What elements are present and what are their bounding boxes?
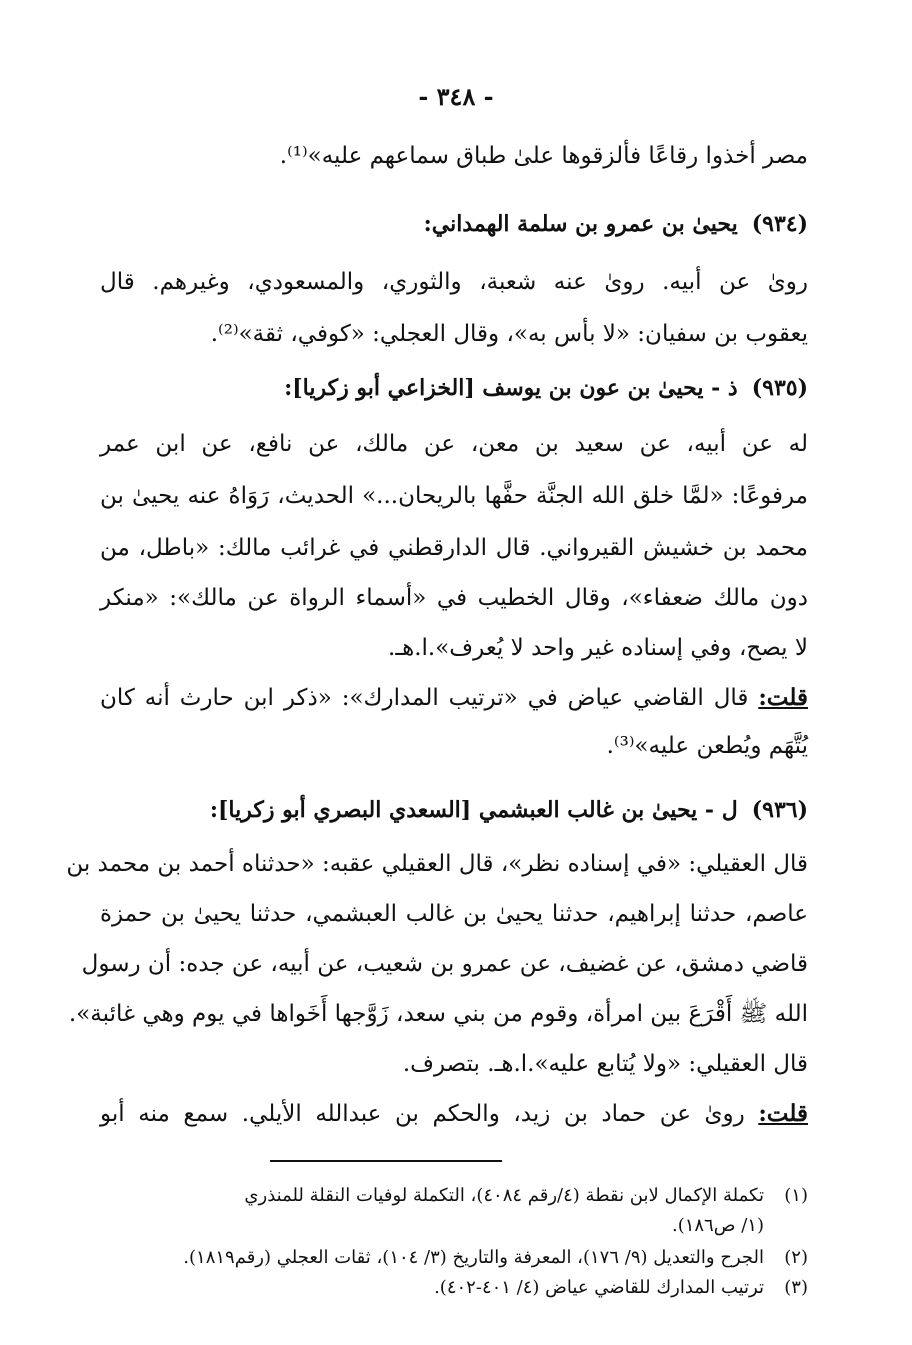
entry-heading-936	[100, 794, 808, 826]
footnote-number: (١)	[784, 1185, 808, 1206]
entry-line: مرفوعًا: «لمَّا خلق الله الجنَّة حفَّها بالريحان...» الحديث، رَوَاهُ عنه يحيىٰ بن	[100, 483, 808, 509]
footnote-text: تكملة الإكمال لابن نقطة (٤/رقم ٤٠٨٤)، التكملة لوفيات النقلة للمنذري	[244, 1185, 764, 1206]
footnote-text: الجرح والتعديل (٩/ ١٧٦)، المعرفة والتاريخ (٣/ ١٠٤)، ثقات العجلي (رقم١٨١٩).	[183, 1247, 764, 1268]
entry-heading-934	[100, 208, 808, 240]
footnote-number: (٣)	[784, 1277, 808, 1298]
footnote-divider	[270, 1160, 502, 1162]
entry-number: (٩٣٤)	[751, 211, 808, 237]
footnote-3	[100, 1274, 808, 1302]
page-number: - ٣٤٨ -	[418, 82, 494, 111]
entry-line: قاضي دمشق، عن غضيف، عن عمرو بن شعيب، عن أبيه، عن جده: أن رسول	[81, 951, 808, 977]
qult-label: قلت:	[758, 684, 808, 711]
entry-number: (٩٣٥)	[751, 375, 808, 401]
entry-line: الله ﷺ أَقْرَعَ بين امرأة، وقوم من بني سعد، زَوَّجها أَخَواها في يوم وهي غائبة».	[68, 1001, 808, 1027]
qult-label: قلت:	[758, 1100, 808, 1127]
entry-line: يعقوب بن سفيان: «لا بأس به»، وقال العجلي: «كوفي، ثقة»⁽²⁾.	[210, 321, 808, 347]
footnote-number: (٢)	[784, 1247, 808, 1268]
entry-line: محمد بن خشيش القيرواني. قال الدارقطني في غرائب مالك: «باطل، من	[100, 535, 808, 561]
entry-line: عاصم، حدثنا إبراهيم، حدثنا يحيىٰ بن غالب العبشمي، حدثنا يحيىٰ بن حمزة	[100, 901, 808, 927]
footnote-text: ترتيب المدارك للقاضي عياض (٤/ ٤٠١-٤٠٢).	[434, 1277, 764, 1298]
footnote-2	[100, 1244, 808, 1272]
entry-line: قال العقيلي: «ولا يُتابع عليه».ا.هـ. بتصرف.	[402, 1051, 808, 1077]
entry-title: ذ - يحيىٰ بن عون بن يوسف [الخزاعي أبو زكريا]:	[284, 375, 738, 401]
entry-title: يحيىٰ بن عمرو بن سلمة الهمداني:	[423, 211, 738, 237]
entry-title: ل - يحيىٰ بن غالب العبشمي [السعدي البصري أبو زكريا]:	[209, 797, 738, 823]
qult-line: يُتَّهَم ويُطعن عليه»⁽³⁾.	[606, 733, 808, 759]
qult-text: قال القاضي عياض في «ترتيب المدارك»: «ذكر ابن حارث أنه كان	[100, 685, 749, 711]
qult-line	[100, 682, 808, 714]
entry-line: قال العقيلي: «في إسناده نظر»، قال العقيلي عقبه: «حدثناه أحمد بن محمد بن	[66, 851, 808, 877]
qult-text: روىٰ عن حماد بن زيد، والحكم بن عبدالله الأيلي. سمع منه أبو	[100, 1101, 745, 1127]
entry-number: (٩٣٦)	[751, 797, 808, 823]
entry-line: دون مالك ضعفاء»، وقال الخطيب في «أسماء الرواة عن مالك»: «منكر	[100, 585, 808, 611]
entry-line: لا يصح، وفي إسناده غير واحد لا يُعرف».ا.هـ.	[388, 635, 808, 661]
entry-line: روىٰ عن أبيه. روىٰ عنه شعبة، والثوري، والمسعودي، وغيرهم. قال	[100, 269, 808, 295]
intro-line: مصر أخذوا رقاعًا فألزقوها علىٰ طباق سماعهم عليه»⁽¹⁾.	[279, 143, 808, 169]
entry-line: له عن أبيه، عن سعيد بن معن، عن مالك، عن نافع، عن ابن عمر	[100, 431, 808, 457]
footnote-1-cont: (١/ ص١٨٦).	[671, 1215, 764, 1236]
qult-line	[100, 1098, 808, 1130]
entry-heading-935	[100, 372, 808, 404]
footnote-1	[100, 1182, 808, 1210]
